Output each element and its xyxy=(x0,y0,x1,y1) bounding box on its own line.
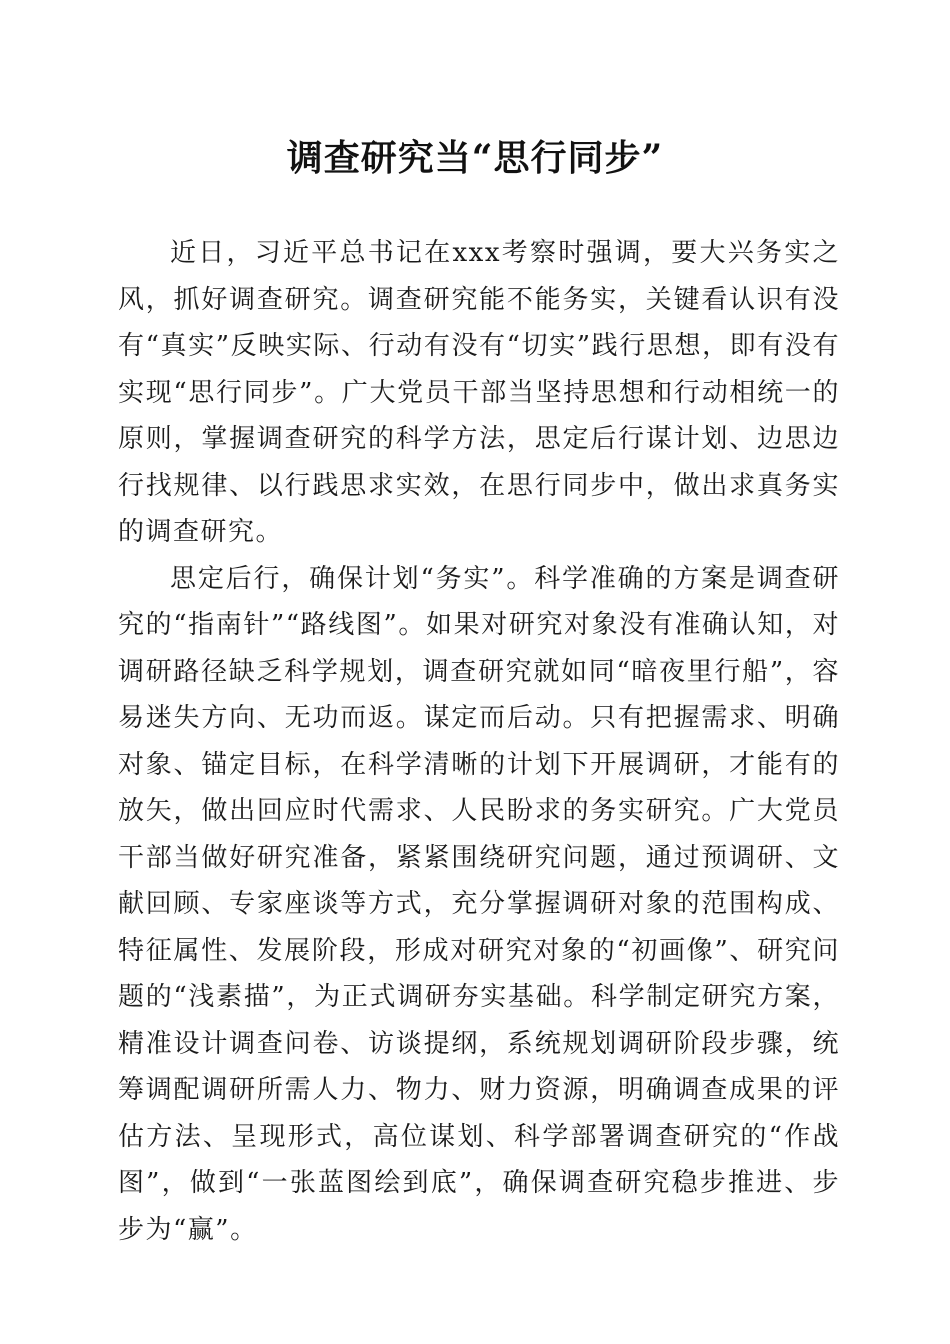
paragraph-intro: 近日，习近平总书记在xxx考察时强调，要大兴务实之风，抓好调查研究。调查研究能不能务实，关键看认识有没有“真实”反映实际、行动有没有“切实”践行思想，即有没有实现“思行同步”。广大党员干部当坚持思想和行动相统一的原则，掌握调查研究的科学方法，思定后行谋计划、边思边行找规律、以行践思求实效，在思行同步中，做出求真务实的调查研究。 xyxy=(118,238,840,547)
page-title: 调查研究当“思行同步” xyxy=(286,137,664,179)
paragraph-plan: 思定后行，确保计划“务实”。科学准确的方案是调查研究的“指南针”“路线图”。如果对研究对象没有准确认知，对调研路径缺乏科学规划，调查研究就如同“暗夜里行船”，容易迷失方向、无功而返。谋定而后动。只有把握需求、明确对象、锚定目标，在科学清晰的计划下开展调研，才能有的放矢，做出回应时代需求、人民盼求的务实研究。广大党员干部当做好研究准备，紧紧围绕研究问题，通过预调研、文献回顾、专家座谈等方式，充分掌握调研对象的范围构成、特征属性、发展阶段，形成对研究对象的“初画像”、研究问题的“浅素描”，为正式调研夯实基础。科学制定研究方案，精准设计调查问卷、访谈提纲，系统规划调研阶段步骤，统筹调配调研所需人力、物力、财力资源，明确调查成果的评估方法、呈现形式，高位谋划、科学部署调查研究的“作战图”，做到“一张蓝图绘到底”，确保调查研究稳步推进、步步为“赢”。 xyxy=(118,563,840,1245)
document-body xyxy=(118,230,840,1253)
